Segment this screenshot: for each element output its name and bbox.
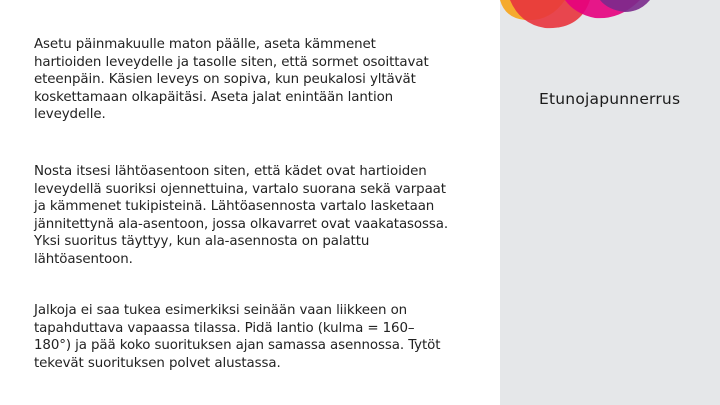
paragraph-rules: Jalkoja ei saa tukea esimerkiksi seinään vaan liikkeen on tapahduttava vapaassa tilassa. Pidä lantio (kulma = 160– 180°) ja pää koko suorituksen ajan samassa asennossa. Tytöt tekevät suorituksen polvet alustassa. [34, 303, 441, 371]
slide-title: Etunojapunnerrus [539, 90, 681, 108]
title-panel [500, 0, 720, 405]
paragraph-execution: Nosta itsesi lähtöasentoon siten, että kädet ovat hartioiden leveydellä suoriksi ojennettuina, vartalo suorana sekä varpaat ja kämmenet tukipisteinä. Lähtöasennosta vartalo lasketaan jännitettynä ala-asentoon, jossa olkavarret ovat vaakatasossa. Yksi suoritus täyttyy, kun ala-asennosta on palattu lähtöasentoon. [34, 164, 449, 267]
paragraph-starting-position: Asetu päinmakuulle maton päälle, aseta kämmenet hartioiden leveydelle ja tasolle siten, että sormet osoittavat eteenpäin. Käsien leveys on sopiva, kun peukalosi yltävät koskettamaan olkapäitäsi. Aseta jalat enintään lantion leveydelle. [34, 37, 429, 123]
decorative-shapes [470, 0, 720, 60]
